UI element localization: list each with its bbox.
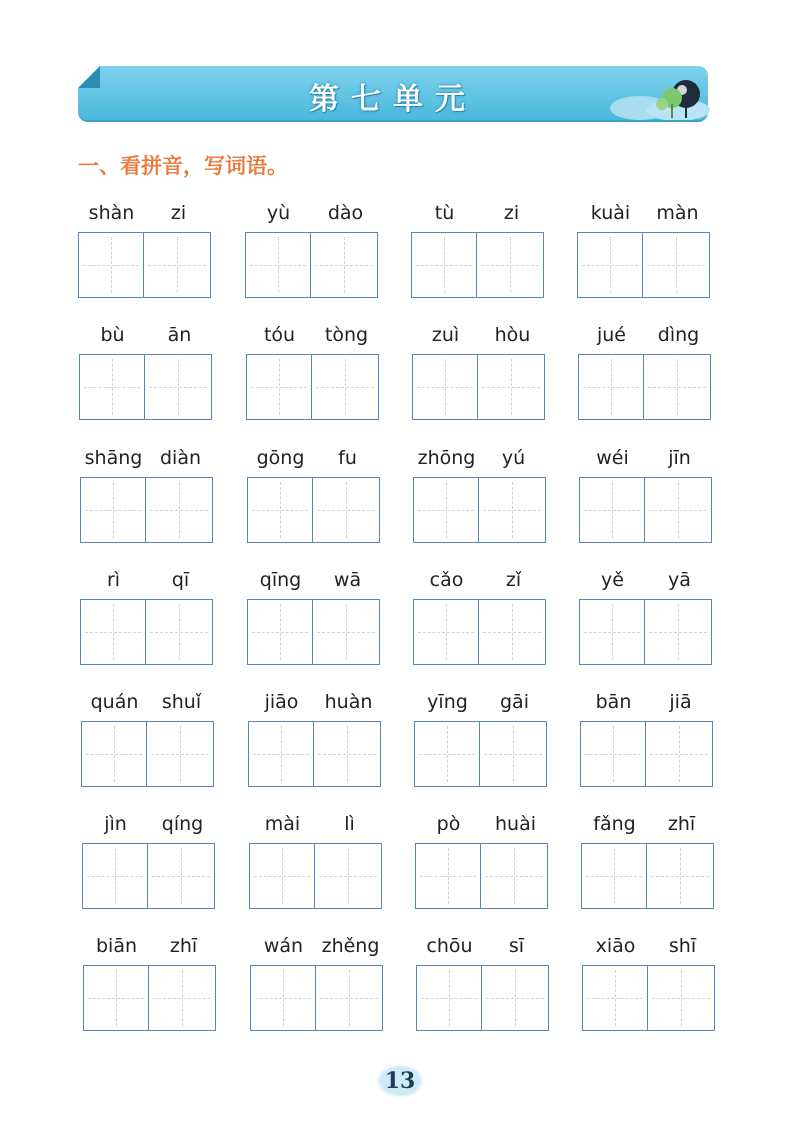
character-writing-cell[interactable] <box>81 721 147 787</box>
pinyin-syllable: xiāo <box>595 935 636 957</box>
pinyin-row <box>247 569 381 597</box>
word-item <box>247 569 381 665</box>
pinyin-row <box>249 813 383 841</box>
pinyin-syllable: jiāo <box>264 691 299 713</box>
writing-boxes <box>577 232 711 298</box>
writing-boxes <box>579 599 713 665</box>
character-writing-cell[interactable] <box>412 354 478 420</box>
word-item <box>82 813 216 909</box>
pinyin-row <box>412 324 546 352</box>
pinyin-syllable: shàn <box>88 202 135 224</box>
pinyin-row <box>81 691 215 719</box>
pinyin-row <box>247 447 381 475</box>
pinyin-row <box>577 202 711 230</box>
word-item <box>412 324 546 420</box>
pinyin-syllable: shuǐ <box>161 691 202 713</box>
word-item <box>78 202 212 298</box>
word-item <box>580 691 714 787</box>
pinyin-syllable: rì <box>106 569 121 591</box>
writing-boxes <box>80 599 214 665</box>
writing-boxes <box>249 843 383 909</box>
pinyin-row <box>578 324 712 352</box>
word-item <box>581 813 715 909</box>
writing-boxes <box>579 477 713 543</box>
pinyin-syllable: wéi <box>596 447 629 469</box>
character-writing-cell[interactable] <box>579 477 645 543</box>
character-writing-cell[interactable] <box>147 721 214 787</box>
pinyin-syllable: wā <box>333 569 362 591</box>
word-item <box>246 324 380 420</box>
character-writing-cell[interactable] <box>414 721 480 787</box>
character-writing-cell[interactable] <box>248 721 314 787</box>
writing-boxes <box>581 843 715 909</box>
character-writing-cell[interactable] <box>648 965 715 1031</box>
character-writing-cell[interactable] <box>479 599 546 665</box>
pinyin-row <box>78 202 212 230</box>
pinyin-syllable: jìn <box>104 813 127 835</box>
character-writing-cell[interactable] <box>411 232 477 298</box>
character-writing-cell[interactable] <box>80 477 146 543</box>
pinyin-row <box>582 935 716 963</box>
pinyin-row <box>416 935 550 963</box>
pinyin-syllable: chōu <box>426 935 473 957</box>
pinyin-syllable: zhī <box>169 935 198 957</box>
writing-boxes <box>82 843 216 909</box>
character-writing-cell[interactable] <box>481 843 548 909</box>
pinyin-syllable: zǐ <box>505 569 522 591</box>
pinyin-syllable: qíng <box>161 813 204 835</box>
character-writing-cell[interactable] <box>148 843 215 909</box>
writing-boxes <box>79 354 213 420</box>
pinyin-syllable: yīng <box>427 691 468 713</box>
character-writing-cell[interactable] <box>146 477 213 543</box>
tree-illustration-icon <box>600 68 710 120</box>
unit-title: 第七单元 <box>309 82 477 117</box>
pinyin-row <box>579 447 713 475</box>
writing-boxes <box>413 477 547 543</box>
pinyin-row <box>82 813 216 841</box>
pinyin-row <box>250 935 384 963</box>
word-item <box>80 569 214 665</box>
word-item <box>81 691 215 787</box>
character-writing-cell[interactable] <box>249 843 315 909</box>
character-writing-cell[interactable] <box>312 354 379 420</box>
character-writing-cell[interactable] <box>413 599 479 665</box>
character-writing-cell[interactable] <box>580 721 646 787</box>
character-writing-cell[interactable] <box>416 965 482 1031</box>
pinyin-row <box>79 324 213 352</box>
writing-boxes <box>247 599 381 665</box>
word-item <box>247 447 381 543</box>
writing-boxes <box>580 721 714 787</box>
word-item <box>80 447 214 543</box>
character-writing-cell[interactable] <box>479 477 546 543</box>
pinyin-row <box>415 813 549 841</box>
character-writing-cell[interactable] <box>149 965 216 1031</box>
pinyin-row <box>411 202 545 230</box>
character-writing-cell[interactable] <box>246 354 312 420</box>
writing-boxes <box>83 965 217 1031</box>
writing-boxes <box>248 721 382 787</box>
character-writing-cell[interactable] <box>582 965 648 1031</box>
character-writing-cell[interactable] <box>482 965 549 1031</box>
pinyin-syllable: zhōng <box>417 447 476 469</box>
word-item <box>579 447 713 543</box>
pinyin-row <box>413 569 547 597</box>
pinyin-syllable: diàn <box>159 447 202 469</box>
writing-boxes <box>582 965 716 1031</box>
word-item <box>415 813 549 909</box>
character-writing-cell[interactable] <box>82 843 148 909</box>
character-writing-cell[interactable] <box>144 232 211 298</box>
character-writing-cell[interactable] <box>578 354 644 420</box>
character-writing-cell[interactable] <box>477 232 544 298</box>
pinyin-row <box>245 202 379 230</box>
pinyin-syllable: huài <box>494 813 536 835</box>
pinyin-syllable: màn <box>656 202 699 224</box>
writing-boxes <box>413 599 547 665</box>
character-writing-cell[interactable] <box>316 965 383 1031</box>
pinyin-syllable: hòu <box>494 324 531 346</box>
word-item <box>83 935 217 1031</box>
character-writing-cell[interactable] <box>245 232 311 298</box>
character-writing-cell[interactable] <box>480 721 547 787</box>
pinyin-syllable: sī <box>508 935 525 957</box>
pinyin-syllable: jīn <box>668 447 691 469</box>
pinyin-syllable: dìng <box>657 324 700 346</box>
writing-boxes <box>78 232 212 298</box>
pinyin-syllable: tù <box>434 202 455 224</box>
word-item <box>413 569 547 665</box>
pinyin-row <box>80 569 214 597</box>
character-writing-cell[interactable] <box>478 354 545 420</box>
pinyin-syllable: wán <box>263 935 304 957</box>
character-writing-cell[interactable] <box>579 599 645 665</box>
pinyin-syllable: zuì <box>431 324 460 346</box>
pinyin-row <box>83 935 217 963</box>
pinyin-syllable: lì <box>344 813 355 835</box>
word-item <box>582 935 716 1031</box>
pinyin-syllable: qī <box>171 569 190 591</box>
pinyin-syllable: dào <box>327 202 364 224</box>
character-writing-cell[interactable] <box>145 354 212 420</box>
character-writing-cell[interactable] <box>78 232 144 298</box>
writing-boxes <box>80 477 214 543</box>
pinyin-syllable: tóu <box>263 324 296 346</box>
pinyin-syllable: yù <box>266 202 291 224</box>
pinyin-syllable: kuài <box>590 202 631 224</box>
word-item <box>411 202 545 298</box>
character-writing-cell[interactable] <box>645 477 712 543</box>
pinyin-row <box>579 569 713 597</box>
pinyin-row <box>246 324 380 352</box>
writing-boxes <box>245 232 379 298</box>
word-item <box>577 202 711 298</box>
character-writing-cell[interactable] <box>577 232 643 298</box>
character-writing-cell[interactable] <box>247 599 313 665</box>
character-writing-cell[interactable] <box>83 965 149 1031</box>
writing-boxes <box>415 843 549 909</box>
character-writing-cell[interactable] <box>80 599 146 665</box>
character-writing-cell[interactable] <box>643 232 710 298</box>
pinyin-syllable: gōng <box>256 447 305 469</box>
pinyin-syllable: cǎo <box>429 569 464 591</box>
word-item <box>416 935 550 1031</box>
pinyin-syllable: shī <box>668 935 697 957</box>
pinyin-syllable: qīng <box>259 569 302 591</box>
word-item <box>250 935 384 1031</box>
pinyin-syllable: bù <box>100 324 125 346</box>
writing-boxes <box>416 965 550 1031</box>
character-writing-cell[interactable] <box>146 599 213 665</box>
pinyin-syllable: jiā <box>669 691 692 713</box>
writing-boxes <box>81 721 215 787</box>
word-item <box>245 202 379 298</box>
pinyin-syllable: zhěng <box>321 935 380 957</box>
pinyin-row <box>581 813 715 841</box>
page-number: 13 <box>376 1064 424 1098</box>
pinyin-row <box>414 691 548 719</box>
pinyin-row <box>413 447 547 475</box>
word-item <box>578 324 712 420</box>
character-writing-cell[interactable] <box>315 843 382 909</box>
pinyin-syllable: zi <box>170 202 187 224</box>
pinyin-syllable: ān <box>167 324 192 346</box>
pinyin-syllable: fu <box>338 447 357 469</box>
pinyin-syllable: tòng <box>324 324 369 346</box>
pinyin-row <box>80 447 214 475</box>
unit-banner <box>78 66 708 120</box>
character-writing-cell[interactable] <box>311 232 378 298</box>
pinyin-syllable: bān <box>595 691 632 713</box>
word-item <box>413 447 547 543</box>
pinyin-syllable: pò <box>436 813 461 835</box>
word-item <box>79 324 213 420</box>
pinyin-syllable: zhī <box>667 813 696 835</box>
pinyin-syllable: gāi <box>500 691 529 713</box>
character-writing-cell[interactable] <box>79 354 145 420</box>
word-item <box>248 691 382 787</box>
pinyin-syllable: huàn <box>324 691 373 713</box>
pinyin-syllable: yā <box>668 569 691 591</box>
character-writing-cell[interactable] <box>415 843 481 909</box>
word-item <box>579 569 713 665</box>
pinyin-syllable: jué <box>596 324 626 346</box>
character-writing-cell[interactable] <box>647 843 714 909</box>
pinyin-syllable: quán <box>90 691 139 713</box>
pinyin-row <box>580 691 714 719</box>
character-writing-cell[interactable] <box>645 599 712 665</box>
writing-boxes <box>246 354 380 420</box>
character-writing-cell[interactable] <box>313 599 380 665</box>
writing-boxes <box>250 965 384 1031</box>
character-writing-cell[interactable] <box>247 477 313 543</box>
word-item <box>249 813 383 909</box>
character-writing-cell[interactable] <box>314 721 381 787</box>
writing-boxes <box>247 477 381 543</box>
pinyin-syllable: shāng <box>84 447 143 469</box>
writing-boxes <box>414 721 548 787</box>
pinyin-syllable: mài <box>264 813 301 835</box>
pinyin-row <box>248 691 382 719</box>
pinyin-syllable: zi <box>503 202 520 224</box>
character-writing-cell[interactable] <box>644 354 711 420</box>
character-writing-cell[interactable] <box>313 477 380 543</box>
character-writing-cell[interactable] <box>250 965 316 1031</box>
pinyin-syllable: fǎng <box>593 813 636 835</box>
writing-boxes <box>578 354 712 420</box>
character-writing-cell[interactable] <box>646 721 713 787</box>
writing-boxes <box>412 354 546 420</box>
section-heading: 一、看拼音，写词语。 <box>78 154 288 178</box>
character-writing-cell[interactable] <box>413 477 479 543</box>
writing-boxes <box>411 232 545 298</box>
pinyin-syllable: biān <box>95 935 138 957</box>
pinyin-syllable: yě <box>601 569 624 591</box>
pinyin-syllable: yú <box>501 447 526 469</box>
word-item <box>414 691 548 787</box>
character-writing-cell[interactable] <box>581 843 647 909</box>
